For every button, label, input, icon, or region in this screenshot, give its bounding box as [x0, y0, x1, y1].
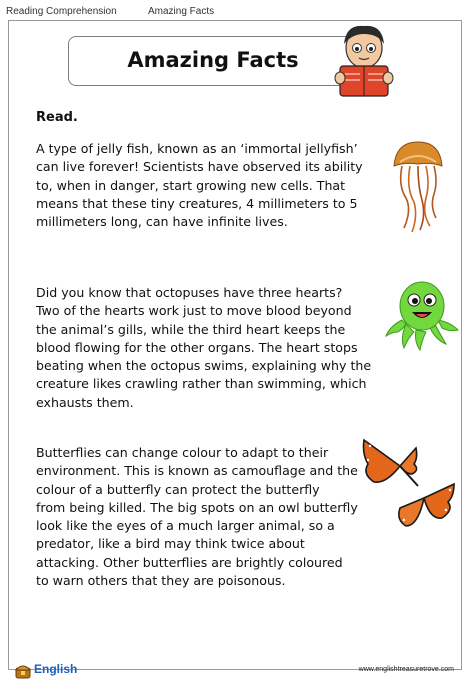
text-line: look like the eyes of a much larger animal, so a — [36, 518, 335, 534]
text-line: Butterflies can change colour to adapt to their — [36, 445, 329, 460]
boy-reading-book-icon — [330, 18, 400, 98]
header-tab-amazing-facts: Amazing Facts — [148, 6, 215, 17]
text-line: blood flowing for the other organs. The heart stops — [36, 339, 358, 355]
text-line: attacking. Other butterflies are brightly coloured — [36, 554, 343, 570]
paragraph-jellyfish — [36, 140, 363, 231]
text-line: exhausts them. — [36, 394, 134, 410]
jellyfish-icon — [388, 136, 448, 234]
header-tabs — [0, 0, 474, 22]
text-line: environment. This is known as camouflage and the — [36, 463, 358, 479]
text-line: means that these tiny creatures, 4 millimeters to 5 — [36, 195, 358, 211]
english-treasure-trove-logo — [14, 660, 84, 682]
page-title: Amazing Facts — [127, 48, 299, 72]
text-line: predator, like a bird may think twice about — [36, 536, 305, 552]
text-line: A type of jelly fish, known as an ‘immortal jellyfish’ — [36, 141, 358, 156]
text-line: to warn others that they are poisonous. — [36, 573, 286, 589]
paragraph-butterflies — [36, 444, 358, 590]
text-line: from being killed. The big spots on an owl butterfly — [36, 499, 358, 515]
text-line: Two of the hearts work just to move blood beyond — [36, 303, 352, 319]
logo-text: English — [34, 662, 78, 676]
octopus-icon — [384, 276, 460, 352]
text-line: millimeters long, can have infinite lives. — [36, 214, 288, 230]
header-tab-reading-comprehension: Reading Comprehension — [6, 6, 117, 17]
footer-url[interactable]: www.englishtreasuretrove.com — [358, 666, 454, 673]
text-line: creature likes crawling rather than swimming, which — [36, 376, 367, 392]
paragraph-octopus — [36, 284, 371, 412]
text-line: Did you know that octopuses have three hearts? — [36, 285, 343, 300]
text-line: can live forever! Scientists have observed its ability — [36, 159, 363, 175]
butterflies-icon — [360, 436, 456, 528]
text-line: to, when in danger, start growing new cells. That — [36, 177, 346, 193]
text-line: colour of a butterfly can protect the butterfly — [36, 481, 320, 497]
text-line: the animal’s gills, while the third heart keeps the — [36, 321, 346, 337]
instruction-read: Read. — [36, 110, 78, 125]
text-line: beating when the octopus swims, explaining why the — [36, 358, 372, 374]
